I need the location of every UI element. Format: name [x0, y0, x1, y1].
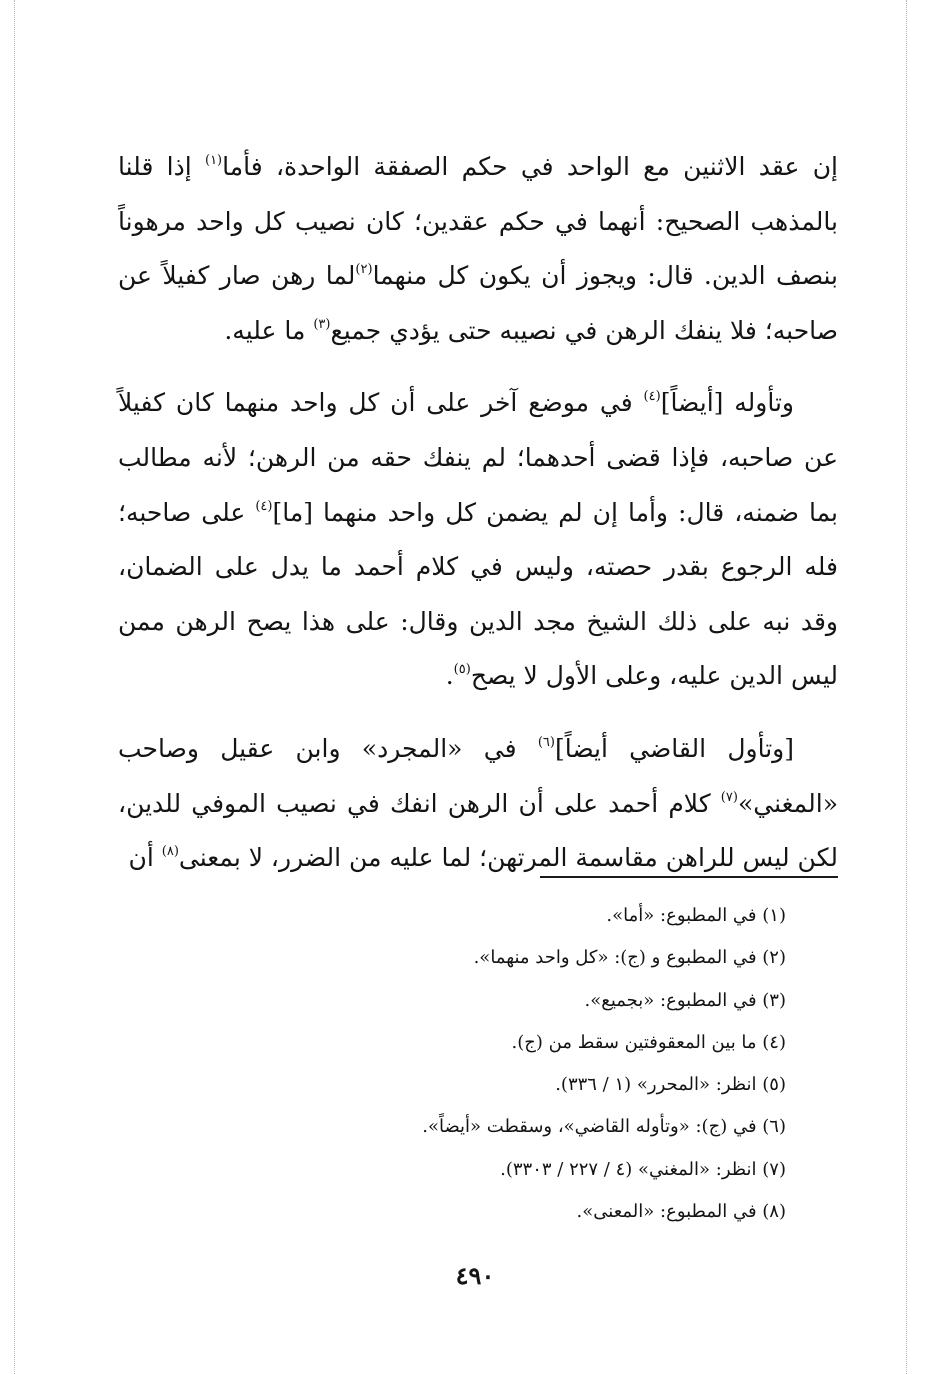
paragraph-text: في موضع آخر على أن كل واحد منهما كان كفيلاً عن صاحبه، فإذا قضى أحدهما؛ لم ينفك حقه من الرهن؛ لأنه مطالب بما ضمنه، قال: وأما إن لم يضمن كل واحد منهما [ما] [118, 388, 839, 527]
footnote-ref: (٢) [355, 262, 373, 278]
paragraph-text: على صاحبه؛ فله الرجوع بقدر حصته، وليس في كلام أحمد ما يدل على الضمان، وقد نبه على ذلك الشيخ مجد الدين وقال: على هذا يصح الرهن ممن ليس الدين عليه، وعلى الأول لا يصح [118, 497, 838, 691]
paragraph-text: كلام أحمد على أن الرهن انفك في نصيب الموفي للدين، لكن ليس للراهن مقاسمة المرتهن؛ لما عليه من الضرر، لا بمعنى [118, 788, 838, 873]
footnote-6: (٦) في (ج): «وتأوله القاضي»، وسقطت «أيضاً». [422, 1116, 786, 1138]
paragraph-text: أن [128, 843, 162, 873]
paragraph-text: . [445, 661, 454, 691]
footnote-ref: (٣) [313, 316, 331, 332]
footnote-4: (٤) ما بين المعقوفتين سقط من (ج). [511, 1031, 786, 1053]
footnote-ref: (٤) [255, 498, 273, 514]
footnote-ref: (٥) [453, 662, 471, 678]
scan-edge-right [906, 0, 907, 1374]
paragraph-text: [وتأول القاضي أيضاً] [554, 733, 794, 763]
paragraph-3 [118, 722, 838, 886]
footnote-separator [540, 876, 838, 878]
scan-edge-left [14, 0, 15, 1374]
paragraph-text: وتأوله [أيضاً] [660, 388, 794, 418]
page-body [118, 140, 838, 886]
paragraph-text: في «المجرد» وابن عقيل وصاحب «المغني» [118, 733, 838, 818]
footnote-3: (٣) في المطبوع: «بجميع». [584, 989, 786, 1011]
footnote-7: (٧) انظر: «المغني» (٤ / ٢٢٧ / ٣٣٠٣). [500, 1158, 786, 1180]
footnote-1: (١) في المطبوع: «أما». [606, 905, 786, 926]
footnote-ref: (٧) [720, 789, 738, 805]
footnote-ref: (١) [204, 153, 223, 168]
page-number: ٤٩٠ [455, 1261, 495, 1290]
footnote-5: (٥) انظر: «المحرر» (١ / ٣٣٦). [555, 1074, 786, 1096]
footnote-ref: (٦) [537, 734, 555, 750]
paragraph-text: إن عقد الاثنين مع الواحد في حكم الصفقة الواحدة، فأما [222, 152, 839, 181]
paragraph-text: لما رهن صار كفيلاً عن صاحبه؛ فلا ينفك الرهن في نصيبه حتى يؤدي جميع [118, 261, 838, 345]
footnotes-list [300, 895, 786, 1233]
paragraph-text: إذا قلنا بالمذهب الصحيح: أنهما في حكم عقدين؛ كان نصيب كل واحد مرهوناً بنصف الدين. قال: ويجوز أن يكون كل منهما [118, 152, 839, 291]
paragraph-text: ما عليه. [224, 315, 314, 345]
footnote-8: (٨) في المطبوع: «المعنى». [576, 1201, 786, 1223]
paragraph-2 [118, 376, 838, 704]
footnote-2: (٢) في المطبوع و (ج): «كل واحد منهما». [473, 947, 786, 969]
footnote-ref: (٤) [643, 389, 661, 405]
paragraph-1 [118, 140, 838, 358]
footnote-ref: (٨) [161, 844, 179, 860]
